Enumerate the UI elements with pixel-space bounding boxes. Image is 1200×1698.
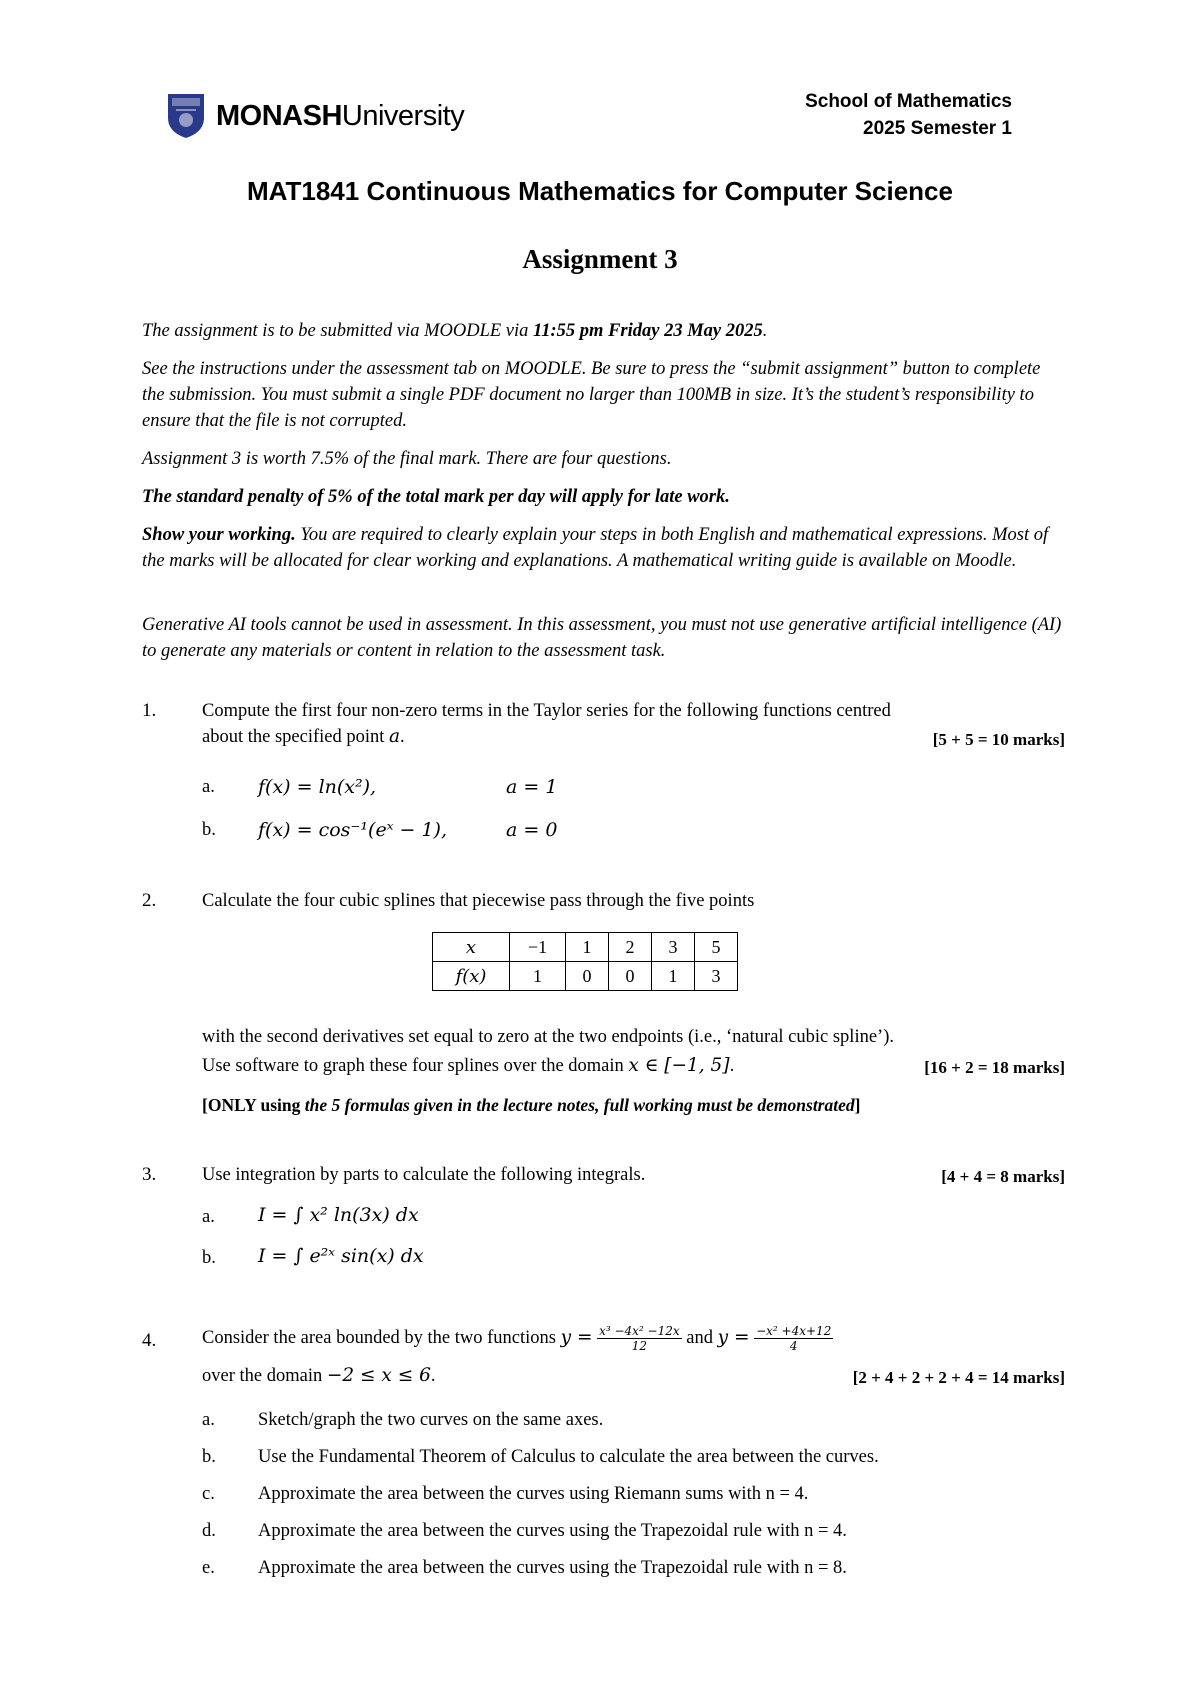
school-name: School of Mathematics	[805, 91, 1012, 112]
table-cell: −1	[510, 933, 566, 962]
q4b-text: Use the Fundamental Theorem of Calculus to calculate the area between the curves.	[258, 1447, 879, 1467]
q2-marks: [16 + 2 = 18 marks]	[924, 1058, 1065, 1077]
q2-text: Calculate the four cubic splines that piecewise pass through the five points	[202, 891, 755, 911]
submission-prefix: The assignment is to be submitted via MOODLE via	[142, 321, 534, 341]
q4-marks: [2 + 4 + 2 + 2 + 4 = 14 marks]	[852, 1368, 1065, 1387]
q4e-letter: e.	[202, 1558, 215, 1578]
q1-text-line2: about the specified point a.	[202, 726, 405, 747]
logo-wordmark: MONASHUniversity	[216, 99, 465, 132]
q3-number: 3.	[142, 1164, 157, 1185]
working-text: You are required to clearly explain your steps in both English and mathematical expressions. Most of the marks will be allocated for clear working and explanations. A mathematical writing guide is available on Moodle.	[142, 525, 1049, 571]
assignment-worth: Assignment 3 is worth 7.5% of the final mark. There are four questions.	[142, 449, 672, 469]
table-cell: 5	[695, 933, 738, 962]
q3b-letter: b.	[202, 1248, 216, 1268]
submission-note	[142, 318, 1065, 344]
q2-graph-instruction: Use software to graph these four splines over the domain x ∈ [−1, 5].	[202, 1055, 735, 1076]
table-cell: 1	[652, 962, 695, 991]
table-cell: x	[433, 933, 510, 962]
q4c-letter: c.	[202, 1484, 215, 1504]
table-row	[433, 962, 738, 991]
submission-instructions: See the instructions under the assessment tab on MOODLE. Be sure to press the “submit assignment” button to complete the submission. You must submit a single PDF document no larger than 100MB in size. It’s the student’s responsibility to ensure that the file is not corrupted.	[142, 359, 1041, 431]
q4a-letter: a.	[202, 1410, 215, 1430]
q4a-text: Sketch/graph the two curves on the same axes.	[258, 1410, 604, 1430]
q2-number: 2.	[142, 890, 157, 911]
monash-crest-icon	[166, 92, 206, 140]
school-info	[805, 88, 1012, 142]
q1a-letter: a.	[202, 777, 215, 797]
spline-points-table	[432, 932, 738, 991]
q2-endpoint-condition: with the second derivatives set equal to zero at the two endpoints (i.e., ‘natural cubic spline’).	[202, 1027, 894, 1047]
q3-marks: [4 + 4 = 8 marks]	[941, 1167, 1065, 1186]
table-cell: 0	[566, 962, 609, 991]
q4b-letter: b.	[202, 1447, 216, 1467]
ai-policy: Generative AI tools cannot be used in assessment. In this assessment, you must not use generative artificial intelligence (AI) to generate any materials or content in relation to the assessment task.	[142, 615, 1062, 661]
q4-function-1: $\frac{\text{x³ −4x² −12x}}{12}$	[599, 1324, 680, 1354]
semester: 2025 Semester 1	[863, 118, 1012, 139]
q3a-integral: I = ∫ x² ln(3x) dx	[258, 1204, 419, 1226]
q1-number: 1.	[142, 700, 157, 721]
q1b-function: f(x) = cos⁻¹(eˣ − 1),	[258, 819, 447, 841]
table-cell: 2	[609, 933, 652, 962]
working-note	[142, 522, 1065, 574]
q1a-point: a = 1	[506, 776, 558, 798]
working-heading: Show your working.	[142, 525, 296, 545]
table-row	[433, 933, 738, 962]
q1a-function: f(x) = ln(x²),	[258, 776, 377, 798]
q1b-point: a = 0	[506, 819, 558, 841]
q4-domain: over the domain −2 ≤ x ≤ 6.	[202, 1365, 436, 1386]
q2-method-note: [ONLY using the 5 formulas given in the lecture notes, full working must be demonstrated]	[202, 1095, 861, 1115]
q4d-letter: d.	[202, 1521, 216, 1541]
q4c-text: Approximate the area between the curves using Riemann sums with n = 4.	[258, 1484, 809, 1504]
submission-suffix: .	[762, 321, 768, 341]
assignment-title: Assignment 3	[522, 244, 678, 274]
q4e-text: Approximate the area between the curves using the Trapezoidal rule with n = 8.	[258, 1558, 847, 1578]
table-cell: f(x)	[433, 962, 510, 991]
table-cell: 1	[510, 962, 566, 991]
q4d-text: Approximate the area between the curves using the Trapezoidal rule with n = 4.	[258, 1521, 847, 1541]
q3-text: Use integration by parts to calculate the following integrals.	[202, 1165, 646, 1185]
q4-number: 4.	[142, 1330, 157, 1351]
q1-marks: [5 + 5 = 10 marks]	[932, 730, 1065, 749]
monash-logo	[166, 92, 464, 140]
table-cell: 1	[566, 933, 609, 962]
table-cell: 3	[695, 962, 738, 991]
q3b-integral: I = ∫ e²ˣ sin(x) dx	[258, 1245, 424, 1267]
q4-function-2: $\frac{\text{−x² +4x+12}}{4}$	[756, 1324, 832, 1354]
submission-deadline: 11:55 pm Friday 23 May 2025	[533, 321, 763, 341]
late-penalty: The standard penalty of 5% of the total mark per day will apply for late work.	[142, 487, 730, 507]
table-cell: 3	[652, 933, 695, 962]
q1b-letter: b.	[202, 820, 216, 840]
unit-title: MAT1841 Continuous Mathematics for Computer Science	[247, 176, 953, 206]
table-cell: 0	[609, 962, 652, 991]
q3a-letter: a.	[202, 1207, 215, 1227]
q1-text-line1: Compute the first four non-zero terms in the Taylor series for the following functions centred	[202, 701, 891, 721]
q4-text: Consider the area bounded by the two functions y = $\frac{\text{x³ −4x² −12x}}{12}$ and y = $\frac{\text{−x² +4x+12}}{4}$	[202, 1324, 832, 1354]
